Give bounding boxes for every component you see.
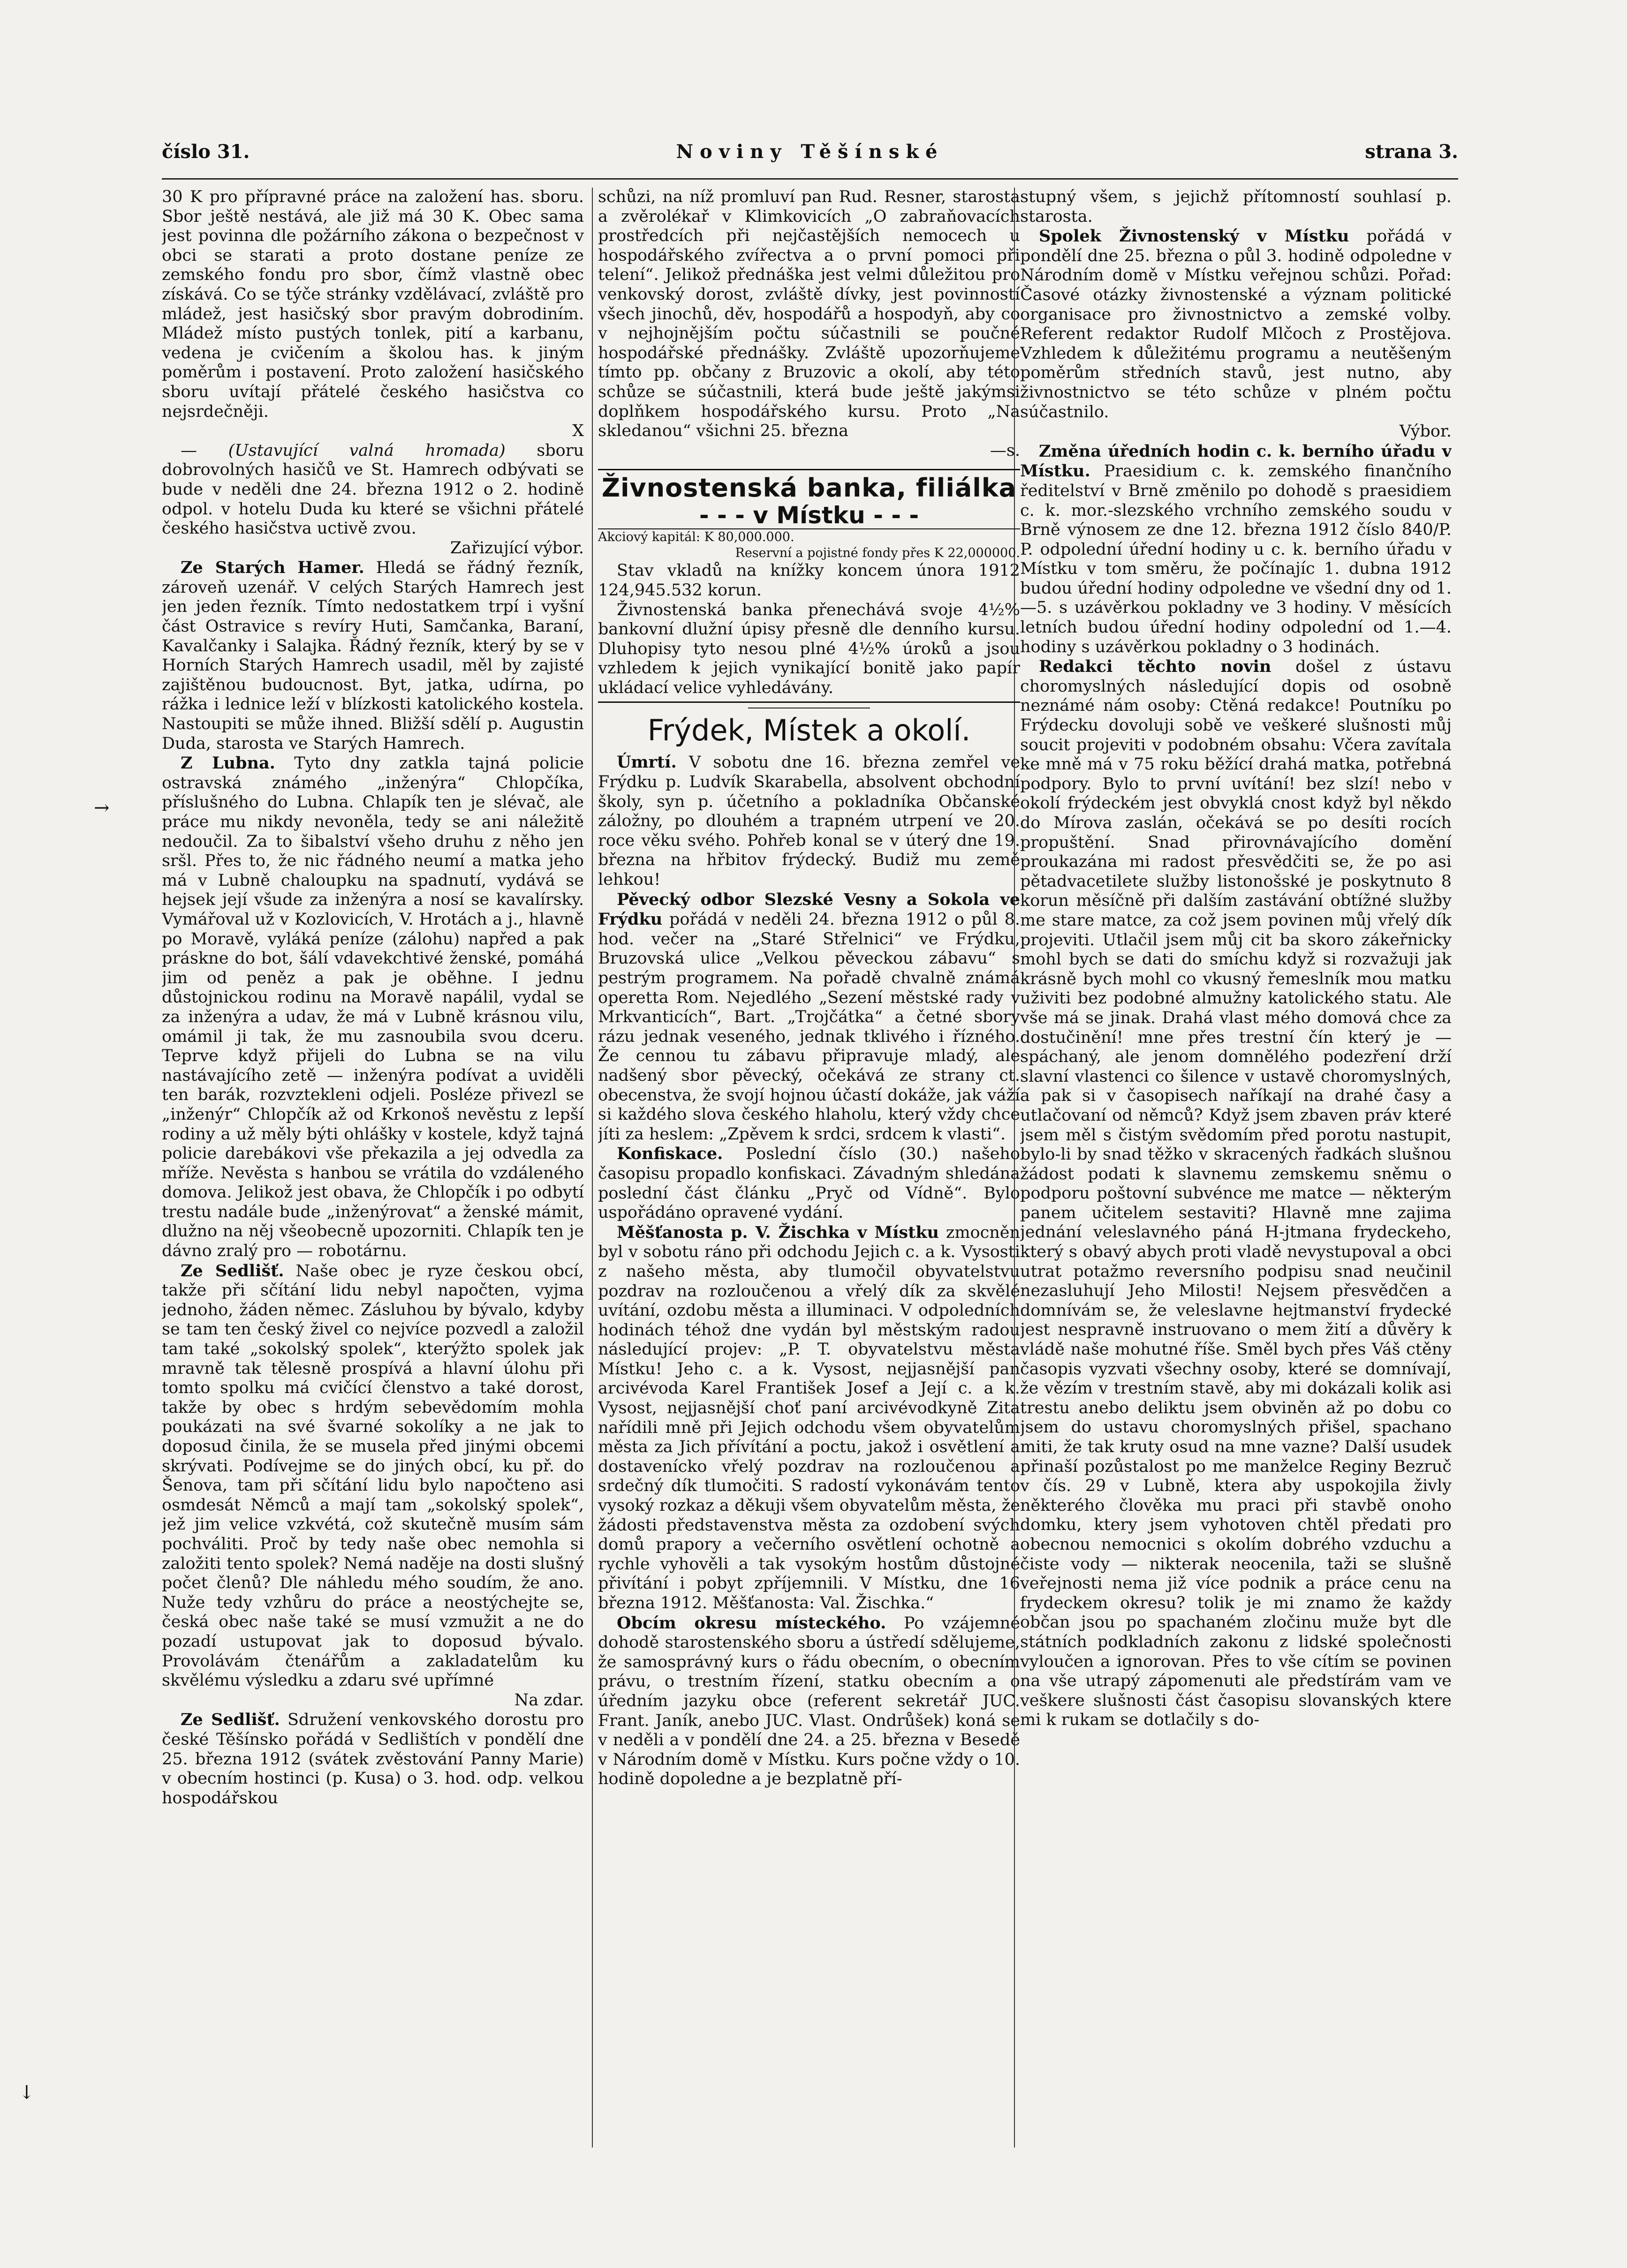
article xyxy=(598,1223,1020,1613)
ad-title: Živnostenská banka, filiálka xyxy=(601,473,1017,503)
article xyxy=(1020,657,1452,1730)
article-text: Tyto dny zatkla tajná policie ostravská známého „inženýra“ Chlopčíka, příslušného do Lubna. Chlapík ten je slévač, ale práce mu nikdy nevoněla, tedy se ani náležitě nedoučil. Za to šibalství všeho druhu z něho jen sršl. Přes to, že nic řádného neumí a matka jeho má v Lubně chaloupku na spadnutí, vydává se hejsek její všude za inženýra a nosí se kavalírsky. Vymářoval už v Kozlovicích, V. Hrotách a j., hlavně po Moravě, vyláká peníze (zálohu) napřed a pak prásknе do bot, šálí vdavekchtivé ženské, pomáhá jim od peněz a pak je oběhne. I jednu důstojnickou rodinu na Moravě napálil, vydal se za inženýra a udav, že má v Lubně krásnou vilu, omámil ji tak, že mu zasnoubila svou dceru. Teprve když přijeli do Lubna se na vilu nastávajícího zetě — inženýra podívat a uviděli ten barák, rozvztekleni odjeli. Posléze přivezl se „inženýr“ Chlopčík až od Krkonoš nevěstu z lepší rodiny a už měly býti ohlášky v kostele, když tajná policie darebákovi vše překazila a jej odvedla za mříže. Nevěsta s hanbou se vrátila do vzdáleného domova. Jelikož jest obava, že Chlopčík i po odbytí trestu nadále bude „inženýrovat“ a ženské mámit, dlužno na něj všeobecně upozorniti. Chlapík ten je dávno zralý pro — robotárnu. xyxy=(162,754,584,1261)
column-1 xyxy=(162,188,584,2147)
article xyxy=(598,1144,1020,1222)
article xyxy=(162,441,584,539)
article-text: schůzi, na níž promluví pan Rud. Resner, starosta a zvěrolékař v Klimkovicích „O zabraňovacích prostředcích při nejčastějších nemocech u hospodářského zvířectva a o první pomoci při telení“. Jelikož přednáška jest velmi důležitou pro venkovský dorost, zvláště dívky, jest povinností všech jinochů, děv, hospodářů a hospodyň, aby co v nejhojnějším počtu súčastnili se poučné hospodářské přednášky. Zvláště upozorňujeme tímto pp. občany z Bruzovic a okolí, aby této schůze se súčastnili, která bude ještě jakýmsi doplňkem hospodářského kursu. Proto „Na skledanou“ všichni 25. března xyxy=(598,188,1020,441)
article-heading: Ze Starých Hamer. xyxy=(181,558,364,578)
ad-subtitle: - - - v Místku - - - xyxy=(598,502,1020,529)
signature: Na zdar. xyxy=(514,1690,584,1710)
article-heading: Redakci těchto novin xyxy=(1039,657,1271,677)
ad-text: Živnostenská banka přenechává svoje 4½% bankovní dlužní úpisy přesně dle denního kursu. Dluhopisy tyto nesou plné 4½% úroků a jsou vzhledem k jejich vynikající bonitě jako papír ukládací velice vyhledávány. xyxy=(598,600,1020,697)
article-text: Sdružení venkovského dorostu pro české Těšínsko pořádá v Sedlištích v pondělí dne 25. března 1912 (svátek zvěstování Panny Marie) v obecním hostinci (p. Kusa) o 3. hod. odp. velkou hospodářskou xyxy=(162,1710,584,1808)
article-heading: Ze Sedlišť. xyxy=(181,1261,284,1281)
article xyxy=(1020,226,1452,422)
article-text: Poslední číslo (30.) našeho časopisu propadlo konfiskaci. Závadným shledána poslední část článku „Pryč od Vídně“. Bylo uspořádáno opravené vydání. xyxy=(598,1145,1020,1222)
signature: X xyxy=(572,422,584,441)
signature: Výbor. xyxy=(1399,422,1452,441)
article xyxy=(598,890,1020,1145)
signature: —s. xyxy=(990,441,1020,460)
article-heading: Konfiskace. xyxy=(617,1144,723,1164)
issue-number: číslo 31. xyxy=(162,141,250,163)
ad-text: Stav vkladů na knížky koncem února 1912 124,945.532 korun. xyxy=(598,561,1020,600)
margin-arrow-icon: → xyxy=(94,797,110,819)
article-text: pořádá v neděli 24. března 1912 o půl 8. hod. večer na „Staré Střelnici“ ve Frýdku, Bruzovská ulice „Velkou pěveckou zábavu“ s pestrým programem. Na pořadě chvalně známá operetta Rom. Nejedlého „Sezení městské rady v Mrkvanticích“, Bart. „Trojčátka“ a četné sbory rázu jednak veseného, jednak tklivého i řízného. Že cennou tu zábavu připravuje mladý, ale nadšený sbor pěvecký, očekává ze strany ct. obecenstva, že svojí hojnou účastí dokáže, jak váží si každého slova českého hlaholu, který vždy chce jíti za heslem: „Zpěvem k srdci, srdcem k vlasti“. xyxy=(598,910,1020,1144)
article-text: 30 K pro přípravné práce na založení has. sboru. Sbor ještě nestává, ale již má 30 K. Obec sama jest povinna dle požárního zákona o bezpečnost v obci se starati a proto dostane peníze ze zemského fondu pro sbor, čímž vlastně obec získává. Co se týče stránky vzdělávací, zvláště pro mládež, jest hasičský sbor pravým dobrodiním. Mládež místo pustých tonlek, pití a karbanu, vedena je cvičením a školou has. k jiným poměrům i postavení. Proto založení hasičského sboru uvítají přátelé českého hasičstva co nejsrdečněji. xyxy=(162,188,584,421)
article-text: sboru dobrovolných hasičů ve St. Hamrech odbývati se bude v neděli dne 24. března 1912 o 2. hodině odpol. v hotelu Duda ku které se všichni přátelé českého hasičstva uctivě zvou. xyxy=(162,441,584,538)
column-3 xyxy=(1020,188,1452,2147)
page-header xyxy=(162,141,1458,169)
article xyxy=(598,1613,1020,1789)
article-heading: Měšťanosta p. V. Žischka v Místku xyxy=(617,1222,939,1242)
article-heading: — (Ustavující valná hromada) xyxy=(181,441,506,460)
article-heading: Změna úředních hodin c. k. berního úřadu v Místku. xyxy=(1020,441,1452,481)
bank-advertisement xyxy=(598,469,1020,703)
article-text: pořádá v pondělí dne 25. března o půl 3. hodině odpoledne v Národním domě v Místku veřejnou schůzi. Pořad: Časové otázky živnostenské a význam politické organisace pro živnostnictvo a zemské volby. Referent redaktor Rudolf Mlčoch z Prostějova. Vzhledem k důležitému programu a neutěšeným poměrům středních stavů, jest nutno, aby živnostnictvo se této schůze v plném počtu súčastnilo. xyxy=(1020,227,1452,422)
article-heading: Ze Sedlišť. xyxy=(181,1710,280,1730)
article-text: Naše obec je ryze českou obcí, takže při sčítání lidu nebyl napočten, vyjma jednoho, žáden němec. Zásluhou by bývalo, kdyby se tam ten český živel co nejvíce pozvedl a založil tam také „sokolský spolek“, kterýžto spolek jak mravně tak tělesně prospívá a hlavní úlohu při tomto spolku má cvičící členstvo a také dorost, takže by obec s hrdým sebevědomím mohla poukázati na své švarné sokolíky a ne jak to doposud činila, že se musela před jinými obcemi skrývati. Podívejme se do jiných obcí, ku př. do Šenova, tam při sčítání lidu bylo napočteno asi osmdesát Němců a mají tam „sokolský spolek“, jež jim velice vzkvétá, což skutečně musím sám pochváliti. Proč by tedy naše obec nemohla si založiti tento spolek? Nemá naděje na dosti slušný počet členů? Dle náhledu mého soudím, že ano. Nuže tedy vzhůru do práce a neostýchejte se, česká obec naše také se musí vzmužit a ne do pozadí ustupovat jak to doposud bývalo. Provolávám čtenářům a zakladatelům ku skvělému výsledku a zdaru své upřímné xyxy=(162,1261,584,1690)
column-separator xyxy=(592,188,593,2147)
article-heading: Úmrtí. xyxy=(617,753,677,772)
article-heading: Pěvecký odbor Slezské Vesny a Sokola ve Frýdku xyxy=(598,889,1020,929)
article-text: Praesidium c. k. zemského finančního ředitelství v Brně změnilo po dohodě s praesidiem c. k. mor.-slezského vrchního zemského soudu v Brně výnosem ze dne 12. března 1912 číslo 840/P. P. odpolední úřední hodiny u c. k. berního úřadu v Místku v tom směru, že počínajíc 1. dubna 1912 budou úřední hodiny odpoledne ve všední dny od 1.—5. s uzávěrkou pokladny ve 3 hodiny. V měsících letních budou úřední hodiny odpolední od 1.—4. hodiny s uzávěrkou pokladny o 3 hodinách. xyxy=(1020,462,1452,656)
article xyxy=(162,558,584,753)
ad-funds: Reservní a pojistné fondy přes K 22,000000. xyxy=(735,546,1020,561)
article-text: došel z ústavu choromyslných následující dopis od osobně neznámé nám osoby: Ctěná redakce! Poutníku po Frýdecku dovoluji sobě ve veškeré slušnosti můj soucit projeviti v podobném obsahu: Včera zavítala ke mně má v 75 roku běžící drahá matka, potřebná podpory. Bylo to první uvítání! bez slzí! nebo v okolí frýdeckém jest obvyklá cnost když byl někdo do Mírova zaslán, očekává se po desíti rocích propuštění. Snad přirovnávajícího domění proukazána mi radost přesvědčiti se, že po asi pětadvacetilete služby listonošské je poskytnuto 8 korun měsíčně při dalším zastávání obtížné služby me stare matce, za což jsem povinen můj vřelý dík projeviti. Utlačil jsem můj cit ba skoro zákeřnicky mohl bych se dati do smíchu když si rozvažuji jak krásně bych mohl co vkusný řemeslník mou matku uživiti bez podobné almužny katolického statu. Ale vše má se jinak. Drahá vlast mého domová chce za dostučinění! mne přes trestní čín který je — spáchaný, ale jenom domnělého podezření drží slavní vlastenci co šilence v ustavě choromyslných, a pak si v časopisech naříkají na drahé časy a utlačovaní od němců? Když jsem zbaven práv které jsem měl s čistým svědomím před porotu nastupit, bylo-li by snad těžko v skracených řadkách slušnou žádost podati k slavnemu zemskemu sněmu o podporu poštovní subvénce me matce — některým panem učitelem sestaviti? Hlavně mne zajima jednání veleslavného páná H-jtmana frydeckeho, který s obavý abych proti vladě nevystupoval a obci utrat potažmo reversního podpisu snad neučinil nezasluhují Jeho Milosti! Nejsem přesvědčen a domnívám se, že veleslavne hejtmanství frydecké jest nespravně instruovano o mem žití a důvěry k vládě naše mohutné říše. Směl bych přes Váš ctěny časopis vyzvati všechny osoby, které se domnívají, že vězím v trestním stavě, aby mi dokázali kolik asi trestu anebo deliktu jsem obviněn až po dobu co jsem do ustavu choromyslných přišel, spachano mitі, že tak kruty osud na mne vazne? Další usudek přinaší pozůstalost po me manželce Reginy Bezruč v čís. 29 v Lubně, ktera aby uspokojila živly některého člověka mu praci při stavbě onoho domku, ktery jsem vyhotoven chtěl předati pro obecnou nemocnici s okolím dobrého vzduchu a čiste vody — nikterak neocenila, taži se slušně veřejnosti nema již více podnik a práce cenu na frydeckem okresu? tolik je mi znamo že každy občan jsou po spachaném zločinu muže byt dle státních podkladních zakonu z lidské společnosti vyloučen a ignorovan. Přes to vše cítím se povinen na vše utrapý zápomenuti ale předstírám vam ve veškere slušnosti část časopisu slovanských ktere mi k rukam se dotlačily s do- xyxy=(1020,657,1452,1730)
article-text: V sobotu dne 16. března zemřel ve Frýdku p. Ludvík Skarabella, absolvent obchodní školy, syn p. účetního a pokladníka Občanské záložny, po dlouhém a trapném utrpení ve 20. roce věku svého. Pohřeb konal se v úterý dne 19. března na hřbitov frýdecký. Budiž mu země lehkou! xyxy=(598,753,1020,889)
article-text: zmocněn byl v sobotu ráno při odchodu Jejich c. a k. Vysosti z našeho města, aby tlumočil obyvatelstvu pozdrav na rozloučenou a vřelý dík za skvělé uvítání, ozdobu města a illuminaci. V odpoledních hodinách téhož dne vydán byl městským radou následující projev: „P. T. obyvatelstvu města Místku! Jeho c. a k. Vysost, nejjasnější pan arcivévoda Karel František Josef a Její c. a k. Vysost, nejjasnější choť paní arcivévodkyně Zita nařídili mně při Jejich odchodu všem obyvatelům města za Jich přívítání a poctu, jakož i osvětlení a dostavenícko vřelý pozdrav na rozloučenou a srdečný dík tlumočiti. S radostí vykonávám tento vysoký rozkaz a děkuji všem obyvatelům města, že žádosti představenstva města za ozdobení svých domů prapory a večerního osvětlení ochotně a rychle vyhověli a tak vysokým hostům důstojné přivítání i pobyt zpříjemnili. V Místku, dne 16 března 1912. Měšťanosta: Val. Žischka.“ xyxy=(598,1223,1020,1612)
newspaper-title: Noviny Těšínské xyxy=(676,141,944,163)
section-heading: Frýdek, Místek a okolí. xyxy=(647,713,971,748)
article-text: Hledá se řádný řezník, zároveň uzenář. V celých Starých Hamrech jest jen jeden řezník. Tímto nedostatkem trpí i vyšní část Ostravice s revíry Huti, Samčanka, Baraní, Kavalčanky i Salajka. Řádný řezník, který by se v Horních Starých Hamrech usadil, měl by zajisté zajištěnou budoucnost. Byt, jatka, udírna, po rážka i lednice leží v blízkosti katolického kostela. Nastoupiti se může ihned. Bližší sdělí p. Augustin Duda, starosta ve Starých Hamrech. xyxy=(162,558,584,753)
article-text: Po vzájemné dohodě starostenského sboru a ústředí sdělujeme, že samosprávný kurs o řádu obecním, o obecním právu, o trestním řízení, statku obecním a o úředním jazyku obce (referent sekretář JUC. Frant. Janík, anebo JUC. Vlast. Ondrůšek) koná se v neděli a v pondělí dne 24. a 25. března v Besedě v Národním domě v Místku. Kurs počne vždy o 10. hodině dopoledne a je bezplatně pří- xyxy=(598,1613,1020,1789)
article-heading: Obcím okresu místeckého. xyxy=(617,1613,886,1633)
margin-arrow-down-icon: ↓ xyxy=(19,2082,35,2103)
article xyxy=(162,753,584,1261)
page-number: strana 3. xyxy=(1365,141,1458,163)
article xyxy=(162,1261,584,1691)
article xyxy=(598,753,1020,889)
signature: Zařizující výbor. xyxy=(450,538,584,558)
header-rule xyxy=(162,178,1458,180)
ad-capital: Akciový kapitál: K 80,000.000. xyxy=(598,530,795,545)
article-heading: Spolek Živnostenský v Místku xyxy=(1039,226,1349,246)
article-heading: Z Lubna. xyxy=(181,753,275,773)
column-2 xyxy=(598,188,1020,2147)
article xyxy=(1020,442,1452,657)
article-text: stupný všem, s jejichž přítomností souhlasí p. starosta. xyxy=(1020,188,1452,226)
article xyxy=(162,1710,584,1808)
